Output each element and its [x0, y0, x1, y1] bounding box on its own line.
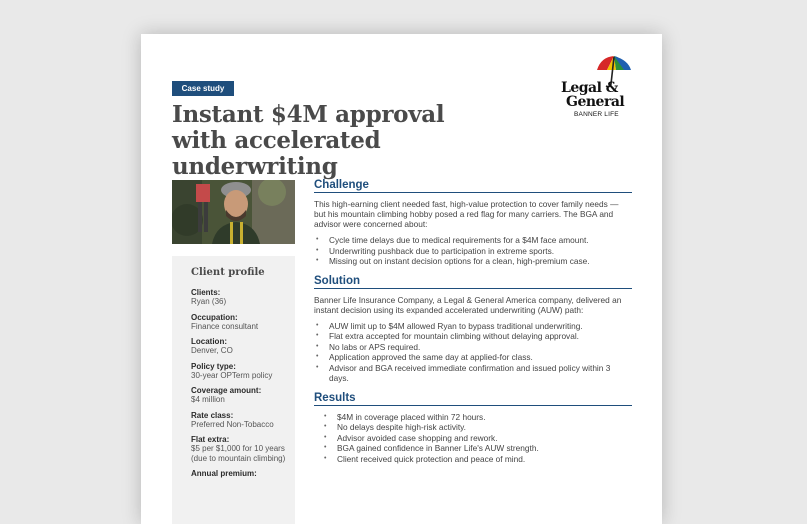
- client-profile-title: Client profile: [191, 267, 265, 278]
- profile-item: [191, 435, 291, 463]
- list-item: • Advisor avoided case shopping and rework.: [314, 433, 632, 444]
- challenge-heading: Challenge: [314, 179, 632, 193]
- client-photo: [172, 180, 295, 244]
- logo-text-banner-life: BANNER LIFE: [574, 111, 619, 118]
- solution-heading: Solution: [314, 275, 632, 289]
- list-item: • $4M in coverage placed within 72 hours.: [314, 412, 632, 423]
- logo-text-legal: Legal &: [561, 80, 618, 96]
- profile-label: Rate class:: [191, 410, 234, 420]
- list-item: • Flat extra accepted for mountain climbing without delaying approval.: [314, 331, 632, 342]
- profile-value: $5 per $1,000 for 10 years (due to mountain climbing): [191, 444, 286, 463]
- title-line-1: Instant $4M approval: [172, 101, 445, 128]
- results-heading: Results: [314, 392, 632, 406]
- profile-value: Finance consultant: [191, 321, 259, 331]
- list-item: • Underwriting pushback due to participation in extreme sports.: [314, 246, 632, 257]
- list-item: • Cycle time delays due to medical requirements for a $4M face amount.: [314, 235, 632, 246]
- page-title: [172, 102, 532, 180]
- list-item: • Application approved the same day at applied-for class.: [314, 352, 632, 363]
- profile-value: Ryan (36): [191, 297, 227, 306]
- profile-item: [191, 411, 291, 430]
- profile-item: [191, 337, 291, 356]
- solution-text: Banner Life Insurance Company, a Legal & General America company, delivered an instant decision using its expanded accelerated underwriting (AUW) path:: [314, 294, 622, 315]
- list-item: • Advisor and BGA received immediate confirmation and issued policy within 3 days.: [314, 363, 632, 384]
- list-item: • Missing out on instant decision options for a clean, high-premium case.: [314, 256, 632, 267]
- case-study-page: [141, 34, 662, 524]
- profile-label: Location:: [191, 337, 227, 346]
- list-item: • AUW limit up to $4M allowed Ryan to bypass traditional underwriting.: [314, 321, 632, 332]
- main-content: [314, 179, 632, 472]
- list-item: • Client received quick protection and peace of mind.: [314, 454, 632, 465]
- profile-value: Preferred Non-Tobacco: [191, 419, 274, 429]
- challenge-text: This high-earning client needed fast, high-value protection to cover family needs — but his mountain climbing hobby posed a red flag for many carriers. The BGA and advisor were concerned about:: [314, 199, 619, 229]
- profile-value: Denver, CO: [191, 346, 233, 355]
- challenge-list: [314, 235, 632, 267]
- profile-item: [191, 313, 291, 332]
- profile-item: [191, 469, 291, 478]
- profile-item: [191, 288, 291, 307]
- profile-label: Policy type:: [191, 361, 236, 371]
- profile-item: [191, 362, 291, 381]
- client-photo-illustration: [172, 180, 295, 244]
- list-item: • BGA gained confidence in Banner Life's AUW strength.: [314, 443, 632, 454]
- profile-label: Coverage amount:: [191, 386, 262, 395]
- list-item: • No delays despite high-risk activity.: [314, 422, 632, 433]
- title-line-2: with accelerated underwriting: [172, 127, 381, 180]
- legal-general-logo: [559, 54, 635, 124]
- logo-text-general: General: [566, 94, 625, 110]
- list-item: • No labs or APS required.: [314, 342, 632, 353]
- profile-label: Flat extra:: [191, 435, 230, 444]
- case-study-tag: Case study: [172, 81, 234, 96]
- profile-label: Occupation:: [191, 312, 238, 322]
- profile-label: Annual premium:: [191, 469, 257, 478]
- solution-list: [314, 321, 632, 384]
- client-profile-panel: [172, 256, 295, 524]
- profile-item: [191, 386, 291, 405]
- profile-label: Clients:: [191, 288, 221, 297]
- profile-value: 30-year OPTerm policy: [191, 370, 273, 380]
- profile-value: $4 million: [191, 395, 225, 404]
- results-list: [314, 412, 632, 465]
